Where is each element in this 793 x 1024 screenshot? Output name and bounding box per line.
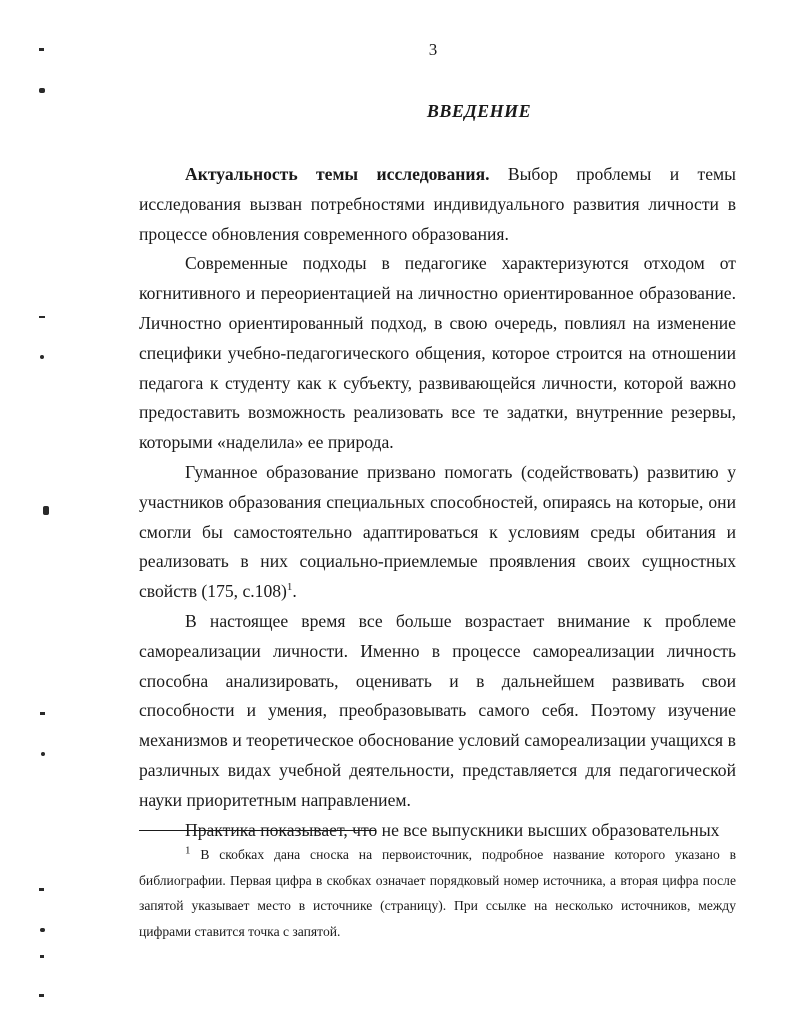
scan-speck: [39, 88, 45, 93]
paragraph-text: Выбор проблемы и темы исследования вызван потребностями индивидуального развития личности в процессе обновления современного образования.: [139, 164, 736, 244]
scan-speck: [40, 712, 45, 715]
paragraph-text: Современные подходы в педагогике характеризуются отходом от когнитивного и переориентацией на личностно ориентированное образование. Личностно ориентированный подход, в свою очередь, повлиял на изменение специфики учебно-педагогического общения, которое строится на отношении педагога к студенту как к субъекту, развивающейся личности, которой важно предоставить возможность реализовать все те задатки, внутренние резервы, которыми «наделила» ее природа.: [139, 253, 736, 453]
scan-speck: [39, 316, 45, 318]
paragraph-text: Гуманное образование призвано помогать (содействовать) развитию у участников образования специальных способностей, опираясь на которые, они смогли бы самостоятельно адаптироваться к условиям среды обитания и реализовать в них социально-приемлемые проявления своих сущностных свойств (175, с.108): [139, 461, 736, 602]
paragraph-approaches: [139, 249, 736, 458]
scan-speck: [39, 994, 44, 997]
paragraph-humane-education: [139, 458, 736, 607]
footnote-marker: 1: [185, 844, 191, 857]
page-number: 3: [428, 40, 438, 59]
paragraph-lead: Актуальность темы исследования.: [185, 164, 490, 184]
scan-speck: [43, 506, 49, 515]
paragraph-text: Практика показывает, что не все выпускники высших образовательных: [185, 819, 720, 840]
footnote-text: [139, 842, 736, 944]
paragraph-text-end: .: [292, 581, 297, 602]
scan-speck: [41, 752, 45, 756]
scan-speck: [40, 355, 44, 359]
page-heading: ВВЕДЕНИЕ: [426, 101, 532, 121]
footnote: [139, 842, 736, 944]
scan-speck: [40, 955, 44, 958]
footnote-divider: [139, 830, 375, 831]
paragraph-text: В настоящее время все больше возрастает внимание к проблеме самореализации личности. Именно в процессе самореализации личность способна анализировать, оценивать и в дальнейшем развивать свои способности и умения, преобразовывать самого себя. Поэтому изучение механизмов и теоретическое обоснование условий самореализации учащихся в различных видах учебной деятельности, представляется для педагогической науки приоритетным направлением.: [139, 610, 736, 810]
paragraph-self-realization: [139, 607, 736, 816]
footnote-body: В скобках дана сноска на первоисточник, подробное название которого указано в библиографии. Первая цифра в скобках означает порядковый номер источника, а вторая цифра после запятой указывает место в источнике (страницу). При ссылке на несколько источников, между цифрами ставится точка с запятой.: [139, 847, 736, 939]
scan-speck: [39, 48, 44, 51]
footnote-reference: 1: [286, 581, 293, 594]
scan-speck: [39, 888, 44, 891]
scan-speck: [40, 928, 45, 932]
paragraph-relevance: [139, 160, 736, 249]
body-text: [139, 160, 736, 845]
